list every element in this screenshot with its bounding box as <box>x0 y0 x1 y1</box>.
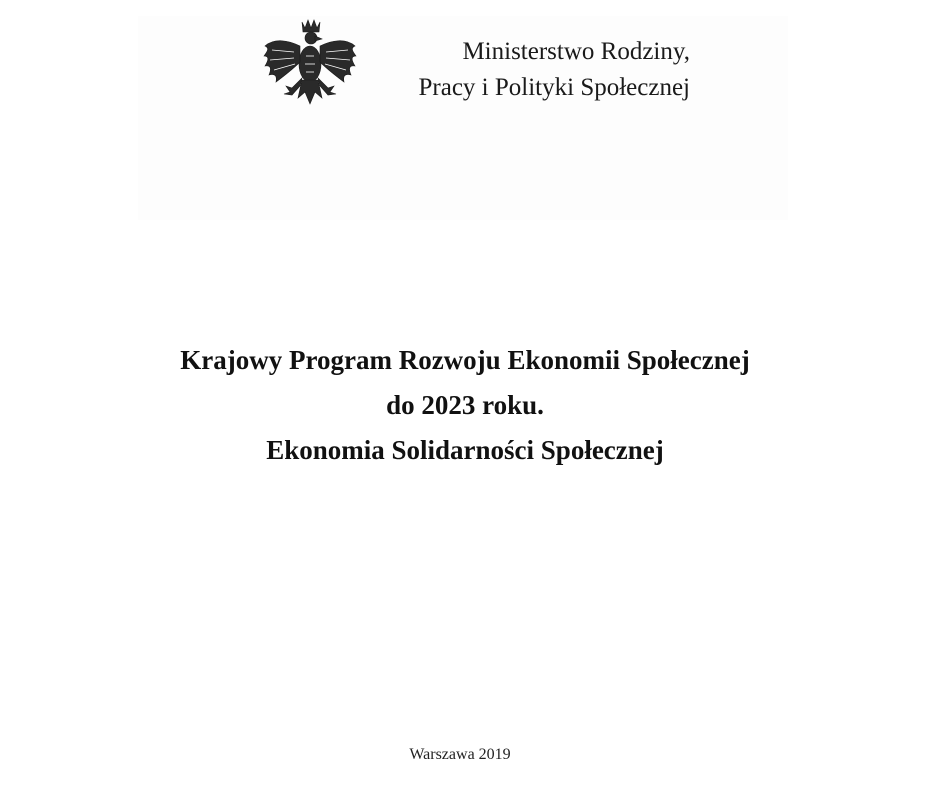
white-eagle-emblem-icon <box>262 16 358 116</box>
ministry-line-2: Pracy i Polityki Społecznej <box>418 74 690 101</box>
title-line-1: Krajowy Program Rozwoju Ekonomii Społecznej <box>180 345 750 375</box>
place-and-year: Warszawa 2019 <box>409 746 511 763</box>
ministry-line-1: Ministerstwo Rodziny, <box>462 38 690 65</box>
title-line-2: do 2023 roku. <box>386 390 544 420</box>
title-line-3: Ekonomia Solidarności Społecznej <box>266 435 664 465</box>
ministry-name <box>370 34 690 106</box>
document-title <box>70 338 860 473</box>
